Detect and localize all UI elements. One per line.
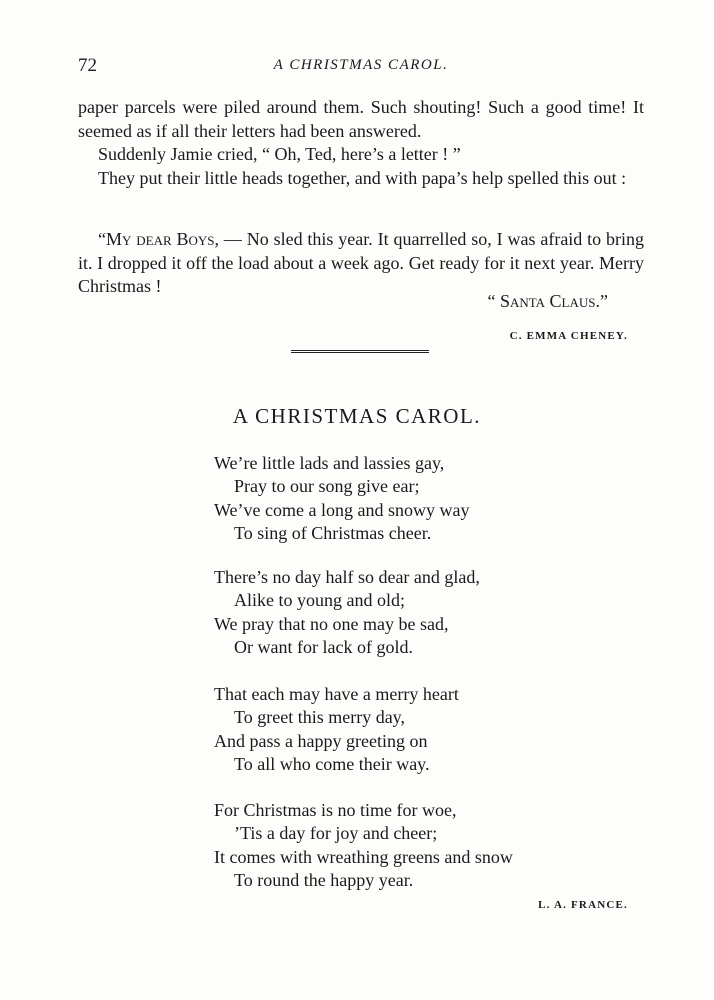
letter-text (78, 228, 644, 299)
poem-author: L. A. FRANCE. (538, 899, 628, 911)
page-number: 72 (78, 55, 97, 76)
story-author: C. EMMA CHENEY. (509, 330, 628, 342)
poem-line: We’re little lads and lassies gay, (214, 453, 445, 473)
page-header (78, 55, 644, 81)
poem-line: Or want for lack of gold. (234, 637, 413, 658)
paragraph-spelled: They put their little heads together, and with papa’s help spelled this out : (98, 167, 627, 188)
poem-line: And pass a happy greeting on (214, 730, 428, 751)
letter-signature: “ Santa Claus.” (487, 291, 608, 311)
poem-line: Pray to our song give ear; (234, 476, 420, 497)
poem-line: Alike to young and old; (234, 590, 405, 611)
poem-line: To round the happy year. (234, 870, 414, 891)
poem-stanza (214, 452, 634, 546)
section-divider (291, 350, 429, 353)
paragraph-shouting: paper parcels were piled around them. Such shouting! Such a good time! It seemed as if all their letters had been answered. (78, 97, 644, 141)
poem-line: We pray that no one may be sad, (214, 613, 449, 634)
letter-body: — No sled this year. It quarrelled so, I was afraid to bring it. I dropped it off the load about a week ago. Get ready for it next year. Merry Christmas ! (78, 229, 645, 296)
poem-stanza (214, 566, 634, 660)
poem-line: To sing of Christmas cheer. (234, 523, 432, 544)
poem-line: There’s no day half so dear and glad, (214, 567, 480, 587)
poem-line: ’Tis a day for joy and cheer; (234, 823, 438, 844)
poem-line: It comes with wreathing greens and snow (214, 846, 513, 867)
story-text (78, 96, 644, 190)
poem-line: For Christmas is no time for woe, (214, 800, 457, 820)
poem-line: We’ve come a long and snowy way (214, 499, 470, 520)
letter-open-quote: “ (98, 229, 106, 249)
santa-letter (78, 228, 644, 299)
poem-line: To all who come their way. (234, 754, 430, 775)
poem-line: That each may have a merry heart (214, 684, 459, 704)
poem-title: A CHRISTMAS CAROL. (232, 404, 482, 428)
paragraph-jamie: Suddenly Jamie cried, “ Oh, Ted, here’s a letter ! ” (98, 144, 461, 164)
letter-salutation: My dear Boys, (106, 229, 220, 249)
poem-stanza (214, 799, 634, 893)
poem-stanza (214, 683, 634, 777)
running-head: A CHRISTMAS CAROL. (273, 57, 449, 73)
poem-line: To greet this merry day, (234, 707, 406, 728)
